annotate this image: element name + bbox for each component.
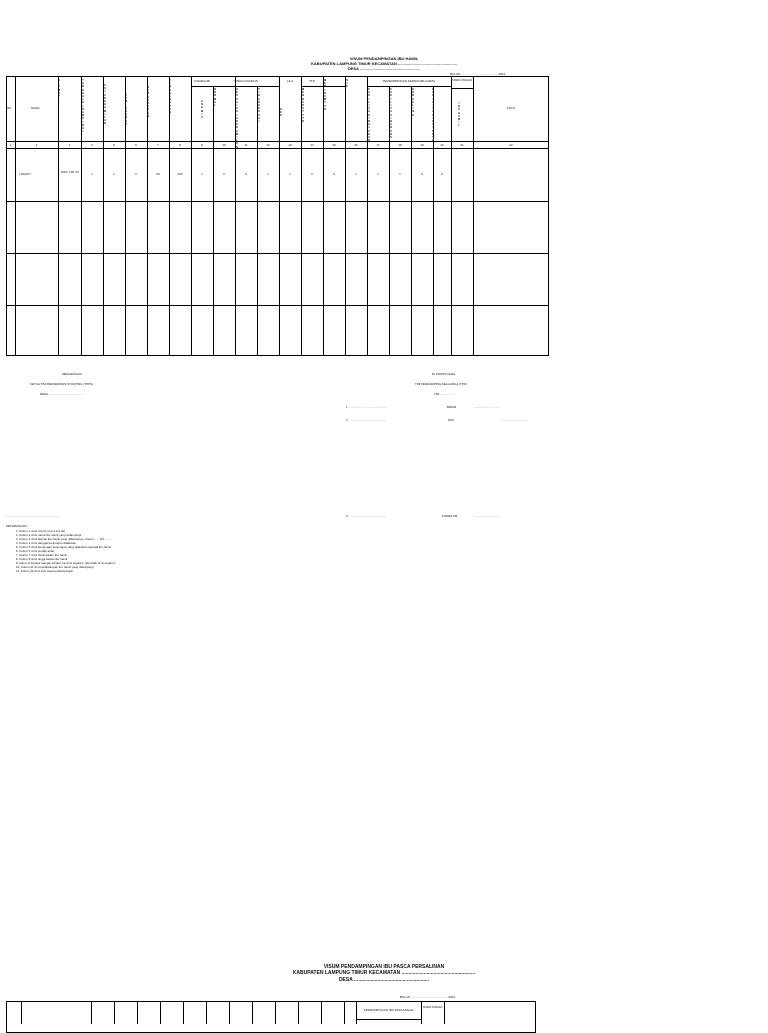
colnum: 4: [91, 143, 93, 147]
subheader-kek: KEK: [280, 108, 282, 118]
cell-nama: LINASTI: [19, 172, 31, 176]
cell: 2: [135, 172, 137, 176]
sign-left-desa: DESA ..........................................: [40, 392, 84, 396]
colnum: 15: [332, 143, 336, 147]
subheader-tidak-sesuai: TIDAK SESUAI: [258, 88, 260, 124]
page2-header-pendampingan: PENDAMPINGAN IBU PASCASALIN: [363, 1008, 414, 1012]
colnum: 16: [354, 143, 358, 147]
subheader-ibu-hamil: IBU HAMIL: [458, 102, 461, 128]
colnum: 6: [135, 143, 137, 147]
sign-right-tpk: TIM PENDAMPING KELUARGA (TPK): [415, 382, 467, 386]
visum-table: [6, 76, 549, 356]
signer-1-dots: ...............................: [474, 405, 500, 409]
table-row: [6, 148, 549, 201]
header-jumlah-anak: JUMLAH ANAK: [125, 94, 128, 126]
keterangan-item: 2. Kolom 2 di isi nama ibu hamil yang didampingi: [16, 533, 82, 537]
header-berat-badan: BERAT BADAN: [147, 86, 149, 118]
cell: 50: [156, 172, 160, 176]
subheader-mendapat-ttd: MENDAPAT TTD: [302, 88, 305, 124]
bulan-field: BULAN : .......................................... 2023: [450, 72, 506, 76]
header-ttd: TTD: [309, 79, 315, 83]
signer-2-role: PKK: [448, 418, 455, 422]
signer-3-role: KADER KB: [442, 514, 458, 518]
colnum: 8: [179, 143, 181, 147]
cell: 0: [441, 172, 443, 176]
subheader-kie: KIE: [346, 79, 348, 89]
cell: 0: [223, 172, 225, 176]
signer-2-dots: ...............................: [502, 418, 528, 422]
header-tinggi-badan: TINGGI BADAN: [169, 79, 172, 115]
cell: 0: [311, 172, 313, 176]
page-subtitle-desa: DESA ......................................................: [347, 66, 421, 71]
keterangan-item: 7. Kolom 7 di isi berat badan ibu hamil: [16, 553, 67, 557]
page2-table: [6, 1001, 536, 1024]
colnum: 17: [376, 143, 380, 147]
subheader-konseling: KONSELING: [412, 88, 415, 117]
subheader-meminum-ttd: MEMINUM TTD: [324, 79, 327, 111]
cell: 1: [267, 172, 269, 176]
page2-subtitle-desa: DESA ......................................................: [338, 977, 430, 983]
colnum: 11: [244, 143, 248, 147]
sign-left-mengetahui: MENGETAHUI: [62, 372, 82, 376]
cell: 1: [377, 172, 379, 176]
cell: 1: [201, 172, 203, 176]
subheader-rujukan: FASILITASI RUJUKAN: [368, 88, 370, 143]
keterangan-item: 5. Kolom 5 di isi kunjungan kunjungan yang dilakukan kepada ibu hamil.: [16, 545, 112, 549]
cell: 0: [245, 172, 247, 176]
colnum: 13: [288, 143, 292, 147]
header-pendampingan: PENDAMPINGAN KEPADA IBU HAMIL: [382, 79, 436, 83]
keterangan-list: [16, 529, 115, 573]
sign-left-nama: ................................................................: [6, 514, 60, 518]
header-alamat: ALAMAT: [58, 79, 61, 99]
header-tgl-didampingi: TANGGAL DIDAMPINGI: [82, 79, 85, 134]
keterangan-item: 11. Kolom 22 di isi foto saat pendampingan: [16, 569, 74, 573]
header-kadar-hb: KADAR HB: [194, 79, 210, 83]
cell: 1: [91, 172, 93, 176]
subheader-sesuai: SESUAI USIA KEHAMILAN: [236, 88, 239, 149]
header-usia-kehamilan: USIA KEHAMILAN: [104, 84, 107, 126]
cell: 1: [399, 172, 401, 176]
colnum: 20: [440, 143, 444, 147]
colnum: 14: [310, 143, 314, 147]
keterangan-item: 6. Kolom 6 di isi jumlah anak: [16, 549, 55, 553]
colnum: 5: [113, 143, 115, 147]
colnum: 12: [266, 143, 270, 147]
keterangan-item: 10. Kolom 21 di isi tandatangan ibu hamil yang didampingi: [16, 565, 94, 569]
subheader-lainnya: FASILITASI LAINNYA: [432, 88, 434, 143]
cell: 0: [421, 172, 423, 176]
keterangan-item: 3. Kolom 3 di isi alamat ibu hamil yang didampingi ( dusun- ..... RT- ......: [16, 537, 111, 541]
signer-1-role: BIDAN: [447, 405, 457, 409]
cell-alamat: DSN 1 RT 03: [61, 170, 79, 174]
colnum: 21: [460, 143, 464, 147]
sign-right-tim: TIM ................: [434, 392, 454, 396]
sign-right-disusun: DI SUSUN OLEH: [432, 372, 456, 376]
signer-3-dots: ...............................: [474, 514, 500, 518]
page2-title: VISUM PENDAMPINGAN IBU PASCA PERSALINAN: [323, 964, 445, 970]
keterangan-item: 4. Kolom 4 di isi tanggal kunjungan dilakukan: [16, 541, 77, 545]
page2-subtitle-kabupaten: KABUPATEN LAMPUNG TIMUR KECAMATAN .....................................................: [292, 970, 476, 976]
header-lila: LILA: [286, 79, 294, 83]
header-foto: FOTO: [506, 106, 516, 110]
colnum: 3: [68, 143, 71, 147]
subheader-bansos: FASILITASI BANSOS: [390, 88, 393, 140]
keterangan-item: 1. Kolom 1 di isi nomor urut 1,2,3 dst: [16, 529, 65, 533]
header-tanda-tangan: TANDA TANGAN: [452, 79, 472, 82]
cell: 0: [333, 172, 335, 176]
colnum: 22: [509, 143, 513, 147]
cell: 150: [177, 172, 183, 176]
keterangan-item: 8. Kolom 8 di isi tinggi badan ibu hamil: [16, 557, 68, 561]
sign-left-ketua: KETUA TIM PERCEPATAN STUNTING (TPPS): [30, 382, 94, 386]
subheader-normal: NORMAL: [214, 88, 217, 108]
keterangan-item: 9. kolom 9 sampai dengan 20 jika 'ya di isi angka 1, jika tidak di isi angka 0: [16, 561, 116, 565]
page2-bulan: BULAN : .......................................... 2023: [400, 995, 456, 999]
cell: 1: [289, 172, 291, 176]
header-tinggi-fundus: TINGGI FUNDUS: [234, 79, 258, 83]
signer-2: 2. .............................................: [346, 418, 387, 422]
colnum: 1: [9, 143, 12, 147]
colnum: 7: [157, 143, 159, 147]
header-no: NO: [7, 106, 12, 110]
colnum: 9: [201, 143, 203, 147]
colnum: 18: [398, 143, 402, 147]
page-subtitle-kabupaten: KABUPATEN LAMPUNG TIMUR KECAMATAN .....................................................: [311, 61, 457, 66]
colnum: 10: [222, 143, 226, 147]
page-title: VISUM PENDAMPINGAN IBU HAMIL: [349, 56, 419, 61]
cell: 2: [113, 172, 115, 176]
page2-header-tanda-tangan: TANDA TANGAN: [422, 1006, 443, 1009]
cell: 1: [355, 172, 357, 176]
signer-1: 1. .............................................: [346, 405, 387, 409]
keterangan-label: KETERANGAN :: [6, 524, 29, 528]
colnum: 2: [35, 143, 38, 147]
header-nama: NAMA: [31, 106, 40, 110]
colnum: 19: [420, 143, 424, 147]
subheader-anemia: ANEMIA: [201, 100, 204, 120]
signer-3: 3. .............................................: [346, 514, 387, 518]
